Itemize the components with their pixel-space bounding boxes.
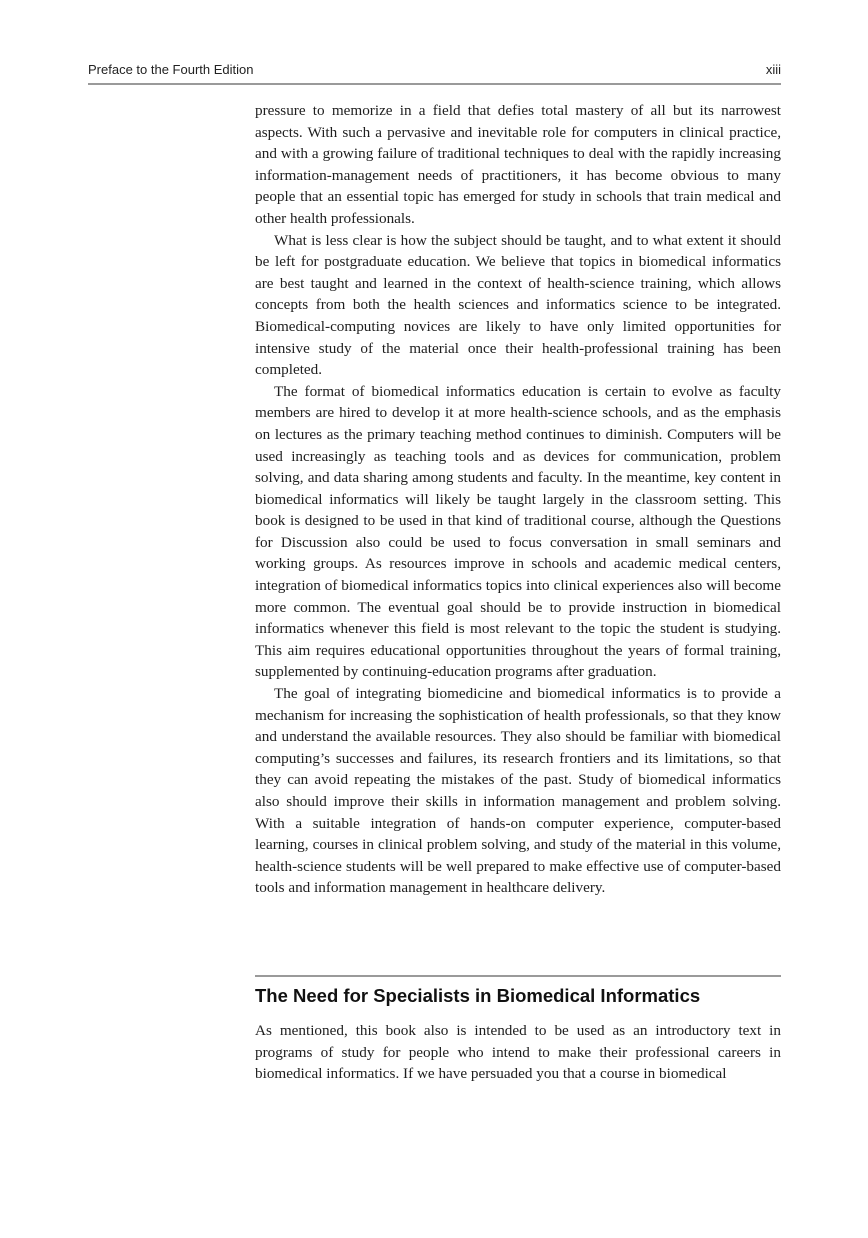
paragraph: The goal of integrating biomedicine and biomedical informatics is to provide a mechanism for increasing the sophistication of health professionals, so that they know and understand the available resources. They also should be familiar with biomedical computing’s successes and failures, its research frontiers and its limitations, so that they can avoid repeating the mistakes of the past. Study of biomedical informatics also should improve their skills in information management and problem solving. With a suitable integration of hands-on computer experience, computer-based learning, courses in clinical problem solving, and study of the material in this volume, health-science students will be well prepared to make effective use of computer-based tools and information management in healthcare delivery. (255, 685, 781, 897)
header-rule (88, 83, 781, 85)
paragraph: The format of biomedical informatics education is certain to evolve as faculty members are hired to develop it at more health-science schools, and as the emphasis on lectures as the primary teaching method continues to diminish. Computers will be used increasingly as teaching tools and as devices for communication, problem solving, and data sharing among students and faculty. In the meantime, key content in biomedical informatics will likely be taught largely in the classroom setting. This book is designed to be used in that kind of traditional course, although the Questions for Discussion also could be used to focus conversation in small seminars and working groups. As resources improve in schools and academic medical centers, integration of biomedical informatics topics into clinical experiences also will become more common. The eventual goal should be to provide instruction in biomedical informatics whenever this field is most relevant to the topic the student is studying. This aim requires educational opportunities throughout the years of formal training, supplemented by continuing-education programs after graduation. (255, 382, 781, 681)
body-text (255, 100, 781, 899)
paragraph: pressure to memorize in a field that defies total mastery of all but its narrowest aspects. With such a pervasive and inevitable role for computers in clinical practice, and with a growing failure of traditional techniques to deal with the rapidly increasing information-management needs of practitioners, it has become obvious to many people that an essential topic has emerged for study in schools that train medical and other health professionals. (255, 102, 781, 227)
section-rule (255, 975, 781, 977)
page-number: xiii (765, 62, 781, 77)
section-heading: The Need for Specialists in Biomedical Informatics (255, 985, 701, 1006)
paragraph: As mentioned, this book also is intended to be used as an introductory text in programs of study for people who intend to make their professional careers in biomedical informatics. If we have persuaded you that a course in biomedical (255, 1022, 781, 1083)
section-body-text (255, 1020, 781, 1085)
running-head (88, 60, 781, 80)
paragraph: What is less clear is how the subject should be taught, and to what extent it should be left for postgraduate education. We believe that topics in biomedical informatics are best taught and learned in the context of health-science training, which allows concepts from both the health sciences and informatics science to be integrated. Biomedical-computing novices are likely to have only limited opportunities for intensive study of the material once their health-professional training has been completed. (255, 231, 781, 379)
running-title: Preface to the Fourth Edition (88, 62, 254, 77)
